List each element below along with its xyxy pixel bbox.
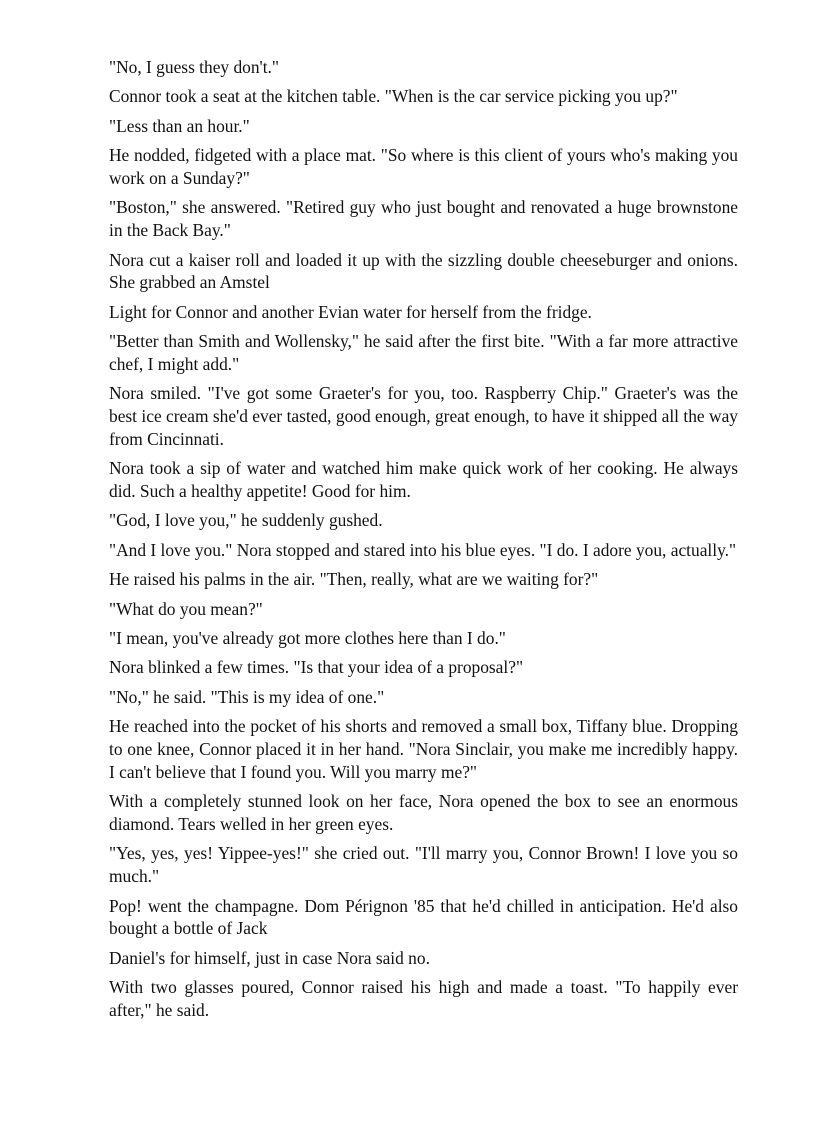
paragraph: "What do you mean?" bbox=[109, 598, 263, 619]
paragraph: Nora blinked a few times. "Is that your idea of a proposal?" bbox=[109, 657, 524, 678]
paragraph: "And I love you." Nora stopped and stared into his blue eyes. "I do. I adore you, actually." bbox=[109, 539, 737, 560]
paragraph: Nora cut a kaiser roll and loaded it up with the sizzling double cheeseburger and onions. She grabbed an Amstel bbox=[109, 249, 738, 293]
paragraph: "Less than an hour." bbox=[109, 115, 250, 136]
paragraph: "No, I guess they don't." bbox=[109, 57, 279, 77]
paragraph: With a completely stunned look on her face, Nora opened the box to see an enormous diamond. Tears welled in her green eyes. bbox=[109, 791, 738, 834]
paragraph: He nodded, fidgeted with a place mat. "So where is this client of yours who's making you work on a Sunday?" bbox=[109, 145, 738, 188]
paragraph: Daniel's for himself, just in case Nora said no. bbox=[109, 947, 430, 968]
paragraph: "God, I love you," he suddenly gushed. bbox=[109, 510, 383, 531]
paragraph: Nora took a sip of water and watched him make quick work of her cooking. He always did. Such a healthy appetite! Good for him. bbox=[109, 458, 738, 502]
paragraph: He raised his palms in the air. "Then, really, what are we waiting for?" bbox=[109, 569, 599, 590]
paragraph: Pop! went the champagne. Dom Pérignon '85 that he'd chilled in anticipation. He'd also bought a bottle of Jack bbox=[109, 895, 738, 939]
paragraph: "Boston," she answered. "Retired guy who just bought and renovated a huge brownstone in the Back Bay." bbox=[109, 197, 738, 241]
paragraph: He reached into the pocket of his shorts and removed a small box, Tiffany blue. Dropping to one knee, Connor placed it in her hand. "Nora Sinclair, you make me incredibly happy. I can't believe that I found you. Will you marry me?" bbox=[109, 716, 738, 782]
paragraph: Light for Connor and another Evian water for herself from the fridge. bbox=[109, 301, 592, 322]
document-page bbox=[109, 56, 738, 1028]
paragraph: "No," he said. "This is my idea of one." bbox=[109, 686, 385, 707]
paragraph: Nora smiled. "I've got some Graeter's for you, too. Raspberry Chip." Graeter's was the best ice cream she'd ever tasted, good enough, great enough, to have it shipped all the way from Cincinnati. bbox=[109, 383, 738, 449]
paragraph: With two glasses poured, Connor raised his high and made a toast. "To happily ever after," he said. bbox=[109, 977, 738, 1020]
paragraph: "Better than Smith and Wollensky," he said after the first bite. "With a far more attractive chef, I might add." bbox=[109, 331, 738, 374]
paragraph: "I mean, you've already got more clothes here than I do." bbox=[109, 628, 506, 649]
paragraph: Connor took a seat at the kitchen table. "When is the car service picking you up?" bbox=[109, 86, 678, 107]
paragraph: "Yes, yes, yes! Yippee-yes!" she cried out. "I'll marry you, Connor Brown! I love you so much." bbox=[109, 843, 738, 887]
